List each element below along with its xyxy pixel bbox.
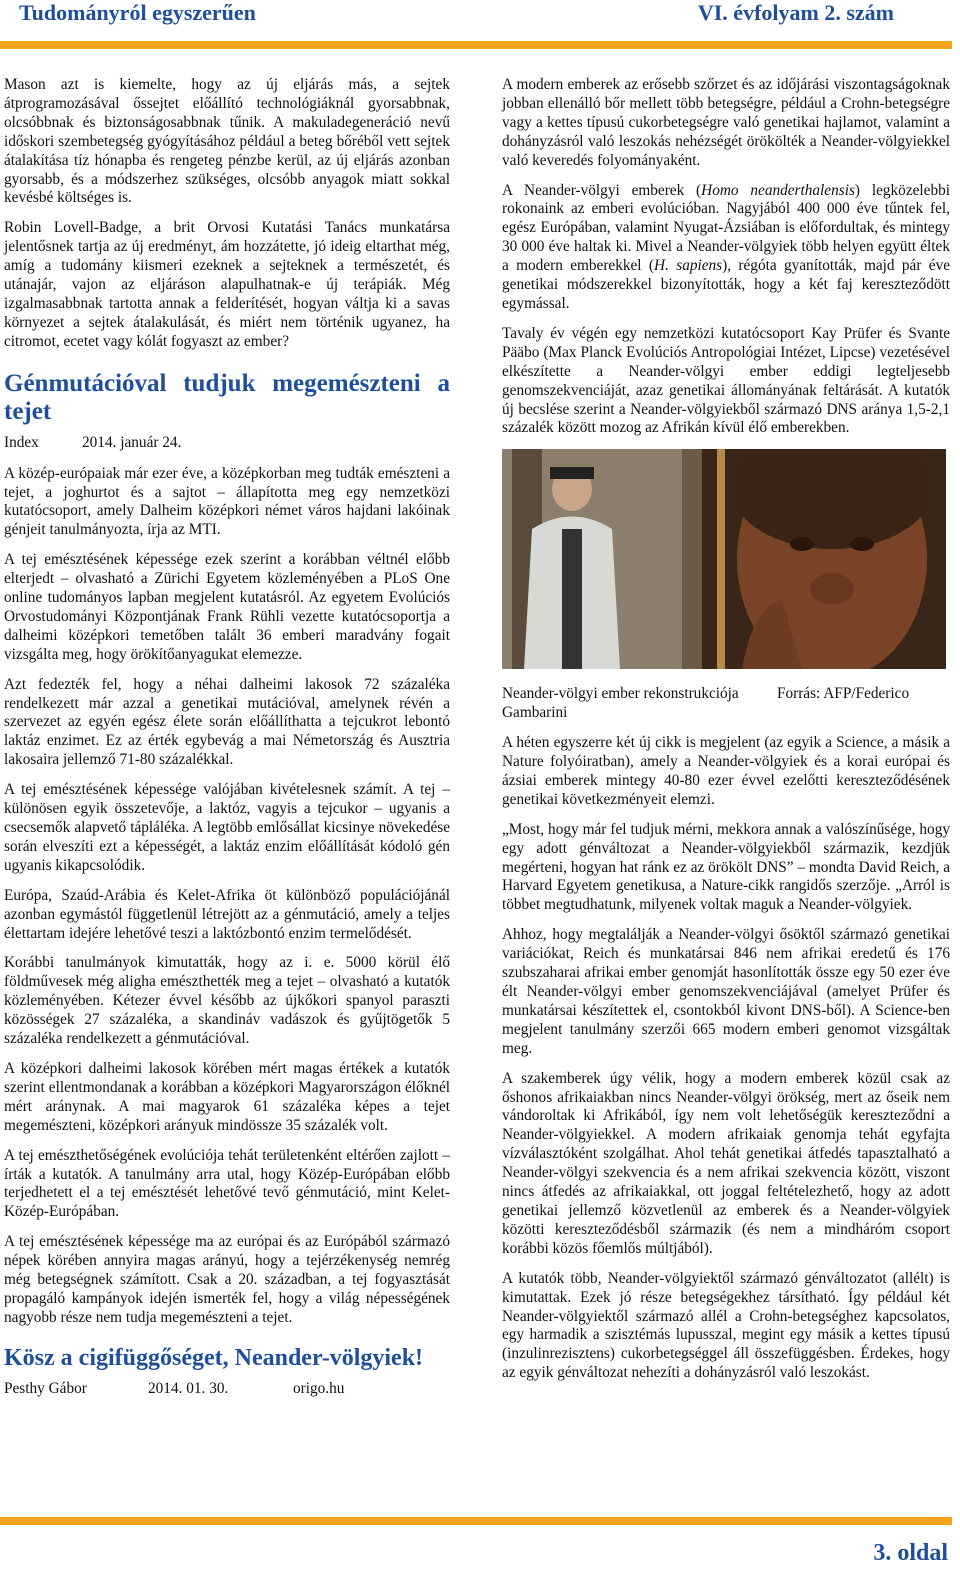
paragraph: Tavaly év végén egy nemzetközi kutatócsoport Kay Prüfer és Svante Pääbo (Max Planck Evolúciós Antropológiai Intézet, Lipcse) vezetésével elkészítette a Neander-völgyi ember eddigi legteljesebb genomszekvenciáját, azaz genetikai állományának feltárását. A kutatók új becslése szerint a Neander-völgyiekből származó DNS aránya 1,5-2,1 százalék között mozog az Afrikán kívül élő emberekben. — [502, 324, 950, 437]
paragraph: A héten egyszerre két új cikk is megjelent (az egyik a Science, a másik a Nature folyóiratban), amely a Neander-völgyiek és a korai európai és ázsiai emberek mintegy 40-80 ezer évvel ezelőtti kereszteződésének genetikai következményeit elemzi. — [502, 734, 950, 808]
paragraph: Ahhoz, hogy megtalálják a Neander-völgyi ősöktől származó genetikai variációkat, Reich és munkatársai 846 nem afrikai eredetű és 176 szubszaharai afrikai ember genomját hasonlították össze egy 50 ezer éve élt Neander-völgyi ember genomszekvenciájával (amelyet Prüfer és munkatársai készítettek el, csontokból kivont DNS-ből). A Science-ben megjelent tanulmány szerzői 665 modern emberi genomot vizsgáltak meg. — [502, 926, 950, 1057]
paragraph: Azt fedezték fel, hogy a néhai dalheimi lakosok 72 százaléka rendelkezett már azzal a genetikai mutációval, amelynek révén a szervezet az egyén egész élete során előállíthatta a tejcukrot lebontó laktáz enzimet. Ez az érték egybevág a mai Németország és Ausztria lakosaira jellemző 71-80 százalékkal. — [4, 675, 450, 769]
paragraph: Robin Lovell-Badge, a brit Orvosi Kutatási Tanács munkatársa jelentősnek tartja az új eredményt, ám hozzátette, jó ideig eltarthat még, amíg a tudomány kiismeri ezeknek a sejteknek a természetét, és utánajár, vajon az eljáráson alapulhatnak-e új terápiák. Még izgalmasabbnak tartotta annak a felderítését, hogyan váltja ki a savas környezet a sejtek átalakulását, és miért nem történik ugyanez, ha citromot, ecetet vagy kólát fogyaszt az ember? — [4, 219, 450, 350]
footer-divider — [0, 1517, 952, 1525]
meta-source: Index — [4, 433, 39, 451]
paragraph: Korábbi tanulmányok kimutatták, hogy az i. e. 5000 körül élő földművesek még aligha emészthették meg a tejet – olvasható a kutatók közleményében. Kétezer évvel később az újkőkori spanyol paraszti közösségek 27 százaléka, a skandináv vadászok és gyűjtögetők 5 százaléka rendelkezett a génmutációval. — [4, 954, 450, 1048]
photo-illustration — [502, 449, 946, 669]
neanderthal-photo — [502, 449, 946, 669]
paragraph: A kutatók több, Neander-völgyiektől származó génváltozatot (allélt) is kimutattak. Ezek jó része betegségekhez társítható. Így például két Neander-völgyiektől származó allél a Crohn-betegséghez kapcsolatos, egy harmadik a szisztémás lupusszal, megint egy másik a kettes típusú (inzulinrezisztens) cukorbetegséggel áll összefüggésben. Érdekes, hogy az egyik génváltozat nehezíti a dohányzásról való leszokást. — [502, 1269, 950, 1382]
text-run: ) legközelebbi rokonaink az emberi evolúcióban. Nagyjából 400 000 éve tűntek fel, egész Európában, valamint Nyugat-Ázsiában is előfordultak, és mintegy 30 000 éve haltak ki. Mivel a Neander-völgyiek több helyen együtt éltek a modern emberekkel ( — [502, 181, 950, 275]
left-column — [4, 76, 450, 1411]
article-title-milk: Génmutációval tudjuk megemészteni a tejet — [4, 369, 450, 425]
italic-text: Homo neanderthalensis — [701, 181, 855, 199]
article-title-neander: Kösz a cigifüggőséget, Neander-völgyiek! — [4, 1344, 424, 1371]
paragraph: Európa, Szaúd-Arábia és Kelet-Afrika öt különböző populációjánál azonban egymástól függetlenül létrejött az a génmutáció, amely a teljes élettartam idejére lehetővé teszi a laktózbontó enzim termelődését. — [4, 886, 450, 942]
article-meta — [4, 434, 450, 453]
paragraph: A modern emberek az erősebb szőrzet és az időjárási viszontagságoknak jobban ellenálló bőr mellett több betegségre, például a Crohn-betegségre vagy a kettes típusú cukorbetegségre való genetikai hajlamot, valamint a dohányzásról való leszokás nehézségét örökölték a Neander-völgyiekkel való keveredés folyományaként. — [502, 76, 950, 169]
header-issue: VI. évfolyam 2. szám — [697, 0, 894, 25]
article-meta — [4, 1380, 450, 1399]
text-run: ), régóta gyanították, majd pár éve genetikai módszerekkel bizonyították, hogy a két faj kereszteződött egymással. — [502, 257, 951, 312]
paragraph: A tej emészthetőségének evolúciója tehát területenként eltérően zajlott – írták a kutatók. A tanulmány arra utal, hogy Közép-Európában előbb terjedhetett el a tej emésztését lehetővé tevő génmutáció, mint Kelet-Közép-Európában. — [4, 1146, 450, 1221]
italic-text: H. sapiens — [654, 257, 723, 275]
page-number: 3. oldal — [873, 1540, 948, 1566]
paragraph — [502, 182, 950, 314]
meta-date: 2014. január 24. — [82, 433, 182, 451]
header-title: Tudományról egyszerűen — [19, 0, 256, 25]
paragraph: Mason azt is kiemelte, hogy az új eljárás más, a sejtek átprogramozásával őssejtet előállító technológiáknál gyorsabbnak, olcsóbbnak és biztonságosabbnak tűnik. A makuladegeneráció nevű időskori szembetegség gyógyításához például a beteg bőréből vett sejtek átalakítása tíz hónapba és rengeteg pénzbe kerül, az új eljárás azonban gyorsabb, és a módszerhez szükséges, olcsóbb anyagok miatt sokkal kevésbé költséges is. — [4, 76, 450, 207]
paragraph: A tej emésztésének képessége ezek szerint a korábban véltnél előbb elterjedt – olvasható a Zürichi Egyetem közleményében a PLoS One online tudományos lapban megjelent kutatásról. Az egyetem Evolúciós Orvostudományi Központjának Frank Rühli vezette kutatócsoportja a dalheimi középkori temetőben talált 36 emberi maradvány fogait vizsgálta meg, hogy örökítőanyagukat elemezze. — [4, 551, 450, 663]
paragraph: A tej emésztésének képessége valójában kivételesnek számít. A tej – különösen egyik összetevője, a laktóz, vagyis a tejcukor – ugyanis a csecsemők alapvető tápláléka. A legtöbb emlősállat kicsinye növekedése során elveszíti ezt a képességét, a laktáz enzim előállítását kódoló gén ugyanis kikapcsolódik. — [4, 781, 450, 874]
paragraph: A közép-európaiak már ezer éve, a középkorban meg tudták emészteni a tejet, a joghurtot és a sajtot – állapította meg egy nemzetközi kutatócsoport, amely Dalheim középkori német város hajdani lakóinak génjeit tanulmányozta, írja az MTI. — [4, 464, 450, 539]
text-run: A Neander-völgyi emberek ( — [502, 181, 702, 199]
header-divider — [0, 41, 952, 49]
meta-source: origo.hu — [293, 1379, 345, 1397]
paragraph: A szakemberek úgy vélik, hogy a modern emberek közül csak az őshonos afrikaiakban nincs Neander-völgyi örökség, mert az őseik nem vándoroltak ki Afrikából, így nem volt lehetőségük kereszteződni a Neander-völgyiekkel. A modern afrikaiak genomja tehát egyfajta vízválasztóként szolgálhat. Ahol tehát genetikai átfedés tapasztalható a Neander-völgyi szekvencia és a nem afrikai szekvencia között, viszont nincs átfedés az afrikaiakkal, ott joggal feltételezhető, hogy az adott genetikai jellemző közvetlenül az emberek és a Neander-völgyiek közötti kereszteződésből származik (és nem a mindháróm csoport korábbi közös főemlős múltjából). — [502, 1069, 950, 1257]
right-column — [502, 76, 950, 1394]
paragraph: A tej emésztésének képessége ma az európai és az Európából származó népek körében annyira magas arányú, hogy a tejérzékenység nemrég még betegségnek számított. Csak a 20. században, a tej fogyasztását propagáló kampányok idején ismerték fel, hogy a világ népességének nagyobb része nem tudja megemészteni a tejet. — [4, 1233, 450, 1326]
photo-caption: Neander-völgyi ember rekonstrukciója Forrás: AFP/Federico Gambarini — [502, 685, 913, 722]
meta-author: Pesthy Gábor — [4, 1379, 87, 1397]
paragraph: A középkori dalheimi lakosok körében mért magas értékek a kutatók szerint ellentmondanak a korábban a középkori Magyarországon élőknél mért aránynak. A mai magyarok 61 százaléka képes a tejet megemészteni, középkori arányuk mindössze 35 százalék volt. — [4, 1059, 450, 1134]
paragraph: „Most, hogy már fel tudjuk mérni, mekkora annak a valószínűsége, hogy egy adott génváltozat a Neander-völgyiekből származik, kezdjük megérteni, hogyan hat ránk ez az örökölt DNS” – mondta David Reich, a Harvard Egyetem genetikusa, a Nature-cikk rangidős szerzője. „Arról is többet megtudhatunk, milyenek voltak maguk a Neander-völgyiek. — [502, 820, 950, 914]
meta-date: 2014. 01. 30. — [148, 1379, 229, 1397]
